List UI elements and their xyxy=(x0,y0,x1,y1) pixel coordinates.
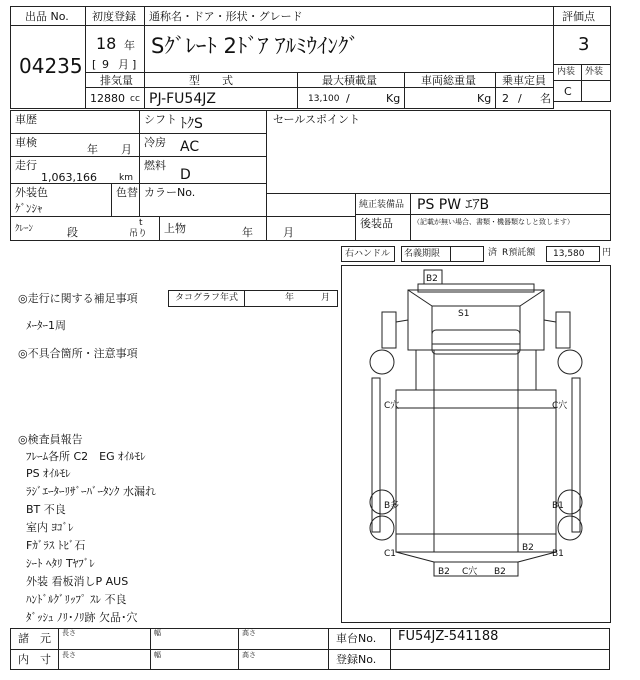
truck-diagram-svg xyxy=(342,266,610,622)
mark-bottom-b2-right: B2 xyxy=(494,567,506,577)
gross-weight-unit: Kg xyxy=(477,92,492,105)
inspector-line: 外装 看板消しP AUS xyxy=(26,575,129,588)
history-cell xyxy=(10,110,140,134)
lot-label-cell xyxy=(10,6,86,26)
name-change-label: 名義期限 xyxy=(404,249,441,259)
mileage-label: 走行 xyxy=(15,159,37,172)
inspector-line: ｼｰﾄ ﾍﾀﾘ Tﾔﾌﾞﾚ xyxy=(26,557,95,570)
aircon-label: 冷房 xyxy=(144,136,166,149)
gross-weight-cell xyxy=(404,87,496,109)
capacity-cell: 2 / 名 xyxy=(495,87,554,109)
month-unit: 月 xyxy=(118,58,129,71)
interior-score: C xyxy=(564,85,572,98)
r-deposit-cell xyxy=(546,246,600,262)
capacity-label: 乗車定員 xyxy=(502,74,546,87)
shift-label: シフト xyxy=(144,113,177,126)
aircon-cell xyxy=(139,133,267,157)
genuine-cell xyxy=(410,193,611,215)
wheel-front-right xyxy=(558,350,582,374)
first-reg-label-cell xyxy=(85,6,145,26)
sales-point-cell xyxy=(266,110,611,194)
score-cell xyxy=(553,25,611,65)
inspection-cell: 車検 年 月 xyxy=(10,133,140,157)
mark-c-right: C穴 xyxy=(552,401,568,411)
driving-title: ◎走行に関する補足事項 xyxy=(18,292,138,305)
displacement-label: 排気量 xyxy=(100,74,133,87)
mileage-cell xyxy=(10,156,140,184)
exterior-label: 外装 xyxy=(585,67,604,77)
max-load-value: 13,100 xyxy=(308,94,340,104)
shift-cell xyxy=(139,110,267,134)
first-reg-cell: 18 年 [ 9 月 ] xyxy=(85,25,145,73)
max-load-label-cell xyxy=(297,72,405,88)
inspector-title: ◎検査員報告 xyxy=(18,433,83,446)
capacity-label-cell xyxy=(495,72,554,88)
tachograph-label: タコグラフ年式 xyxy=(175,293,239,303)
gross-weight-label-cell xyxy=(404,72,496,88)
lot-label: 出品 No. xyxy=(25,10,69,23)
aftermarket-label: 後装品 xyxy=(360,217,393,230)
fuel-label: 燃料 xyxy=(144,159,166,172)
mark-bottom-b2-left: B2 xyxy=(438,567,450,577)
dims-label: 諸 元 xyxy=(18,632,51,645)
yen-unit: 円 xyxy=(602,248,612,258)
model-label-cell xyxy=(144,6,554,26)
mark-b1-right-bottom: B1 xyxy=(552,549,564,559)
crane-label: ｸﾚｰﾝ xyxy=(15,224,34,234)
inspector-line: ﾀﾞｯｼｭ ﾉﾘ･ﾉﾘ跡 欠品･穴 xyxy=(26,611,138,624)
inner-length-label: 長さ xyxy=(62,651,76,659)
model-name: Sｸﾞﾚｰﾄ 2ﾄﾞｱ ｱﾙﾐｳｲﾝｸﾞ xyxy=(151,34,360,58)
exterior-label-cell xyxy=(581,64,611,81)
cargo-bed xyxy=(396,390,556,552)
color-code-label: カラーNo. xyxy=(144,186,196,199)
history-label: 車歴 xyxy=(15,113,37,126)
model-code: PJ-FU54JZ xyxy=(149,91,216,107)
length-label: 長さ xyxy=(62,629,76,637)
fuel-cell xyxy=(139,156,267,184)
top-body-month-cell: 月 xyxy=(266,216,356,241)
displacement-unit: cc xyxy=(130,94,140,104)
chassis-label: 車台No. xyxy=(336,632,377,645)
r-deposit-value: 13,580 xyxy=(553,249,585,259)
color-label: 外装色 xyxy=(15,186,48,199)
aftermarket-label-cell xyxy=(355,214,411,241)
interior-label-cell xyxy=(553,64,582,81)
mark-b1-right-top: B1 xyxy=(552,501,564,511)
mark-c-left: C穴 xyxy=(384,401,400,411)
name-change-cell xyxy=(450,246,484,262)
inner-dims-label: 内 寸 xyxy=(18,653,51,666)
max-load-label: 最大積載量 xyxy=(322,74,377,87)
interior-label: 内装 xyxy=(557,67,576,77)
mark-bottom-c: C穴 xyxy=(462,567,478,577)
cab-outline xyxy=(408,290,544,350)
year-unit: 年 xyxy=(124,39,135,52)
top-label: 上物 xyxy=(164,222,186,235)
driving-note: ﾒｰﾀｰ1周 xyxy=(26,319,66,332)
mileage-value: 1,063,166 xyxy=(41,171,97,184)
inspector-line: PS ｵｲﾙﾓﾚ xyxy=(26,467,71,480)
model-code-label-cell xyxy=(144,72,298,88)
defects-title: ◎不具合箇所・注意事項 xyxy=(18,347,138,360)
mark-s1: S1 xyxy=(458,309,470,319)
wheel-rear-left-2 xyxy=(370,516,394,540)
lot-number: 04235 xyxy=(19,54,83,78)
first-reg-year: 18 xyxy=(96,34,117,53)
right-mirror xyxy=(556,312,570,348)
shift-value: ﾄｸS xyxy=(180,116,203,132)
aircon-value: AC xyxy=(180,139,200,155)
wheel-rear-right-2 xyxy=(558,516,582,540)
model-cell xyxy=(144,25,554,73)
aftermarket-cell xyxy=(410,214,611,241)
exterior-score-cell xyxy=(581,80,611,102)
mark-c1-left: C1 xyxy=(384,549,397,559)
max-load-cell: 13,100 / Kg xyxy=(297,87,405,109)
inspector-line: BT 不良 xyxy=(26,503,66,516)
inspector-line: ﾗｼﾞｴｰﾀｰﾘｻﾞｰﾊﾞｰﾀﾝｸ 水漏れ xyxy=(26,485,156,498)
inspection-label: 車検 xyxy=(15,136,37,149)
steering-value: 右ハンドル xyxy=(345,249,391,259)
color-cell xyxy=(10,183,112,217)
inspector-line: ﾊﾝﾄﾞﾙｸﾞﾘｯﾌﾟ ｽﾚ 不良 xyxy=(26,593,127,606)
mileage-unit: km xyxy=(119,173,133,183)
width-label: 幅 xyxy=(154,629,161,637)
sales-point-label: セールスポイント xyxy=(273,113,361,126)
steering-cell xyxy=(341,246,395,262)
chassis-value: FU54JZ-541188 xyxy=(398,629,499,644)
inspector-line: Fｶﾞﾗｽ ﾄﾋﾞ石 xyxy=(26,539,86,552)
reg-no-label: 登録No. xyxy=(336,653,377,666)
aftermarket-note: （記載が無い場合、書類・機器類なしと致します） xyxy=(413,218,574,226)
cab-roof xyxy=(432,306,520,344)
wheel-front-left xyxy=(370,350,394,374)
top-body-cell: 上物 年 xyxy=(159,216,267,241)
max-load-unit: Kg xyxy=(386,92,401,105)
inspector-line: ﾌﾚｰﾑ各所 C2 EG ｵｲﾙﾓﾚ xyxy=(26,450,146,463)
registry-mark: 済 xyxy=(488,248,498,258)
displacement-cell xyxy=(85,87,145,109)
capacity-value: 2 xyxy=(502,92,509,105)
displacement-label-cell xyxy=(85,72,145,88)
fuel-value: D xyxy=(180,167,191,183)
inner-width-label: 幅 xyxy=(154,651,161,659)
gross-weight-label: 車両総重量 xyxy=(421,74,476,87)
tachograph-cell: タコグラフ年式 年 月 xyxy=(168,290,338,307)
crane-cell: ｸﾚｰﾝ 段 t 吊り xyxy=(10,216,160,241)
genuine-label-cell xyxy=(355,193,411,215)
mark-b2-mid-right: B2 xyxy=(522,543,534,553)
model-label: 通称名・ドア・形状・グレード xyxy=(149,10,303,23)
inner-height-label: 高さ xyxy=(242,651,256,659)
mark-b-left: B多 xyxy=(384,501,400,511)
height-label: 高さ xyxy=(242,629,256,637)
mark-top-b2: B2 xyxy=(426,274,438,284)
model-code-cell xyxy=(144,87,298,109)
color-no-label: 色替 xyxy=(116,186,138,199)
score-value: 3 xyxy=(578,34,590,55)
color-no-cell xyxy=(111,183,140,217)
score-label-cell xyxy=(553,6,611,26)
first-reg-label: 初度登録 xyxy=(92,10,136,23)
score-label: 評価点 xyxy=(562,10,595,23)
displacement-value: 12880 xyxy=(90,92,125,105)
lot-number-cell xyxy=(10,25,86,109)
interior-score-cell xyxy=(553,80,582,102)
name-change-label-cell xyxy=(401,246,451,262)
first-reg-month: 9 xyxy=(102,58,109,71)
r-deposit-label: R預託額 xyxy=(502,248,536,258)
left-mirror xyxy=(382,312,396,348)
genuine-label: 純正装備品 xyxy=(359,200,405,210)
color-code-cell xyxy=(139,183,267,217)
damage-diagram xyxy=(341,265,611,623)
genuine-value: PS PW ｴｱB xyxy=(417,197,490,213)
model-code-label: 型 式 xyxy=(189,74,233,87)
capacity-unit: 名 xyxy=(540,92,551,105)
inspector-line: 室内 ﾖｺﾞﾚ xyxy=(26,521,74,534)
color-value: ｹﾞﾝｼｬ xyxy=(15,202,43,215)
